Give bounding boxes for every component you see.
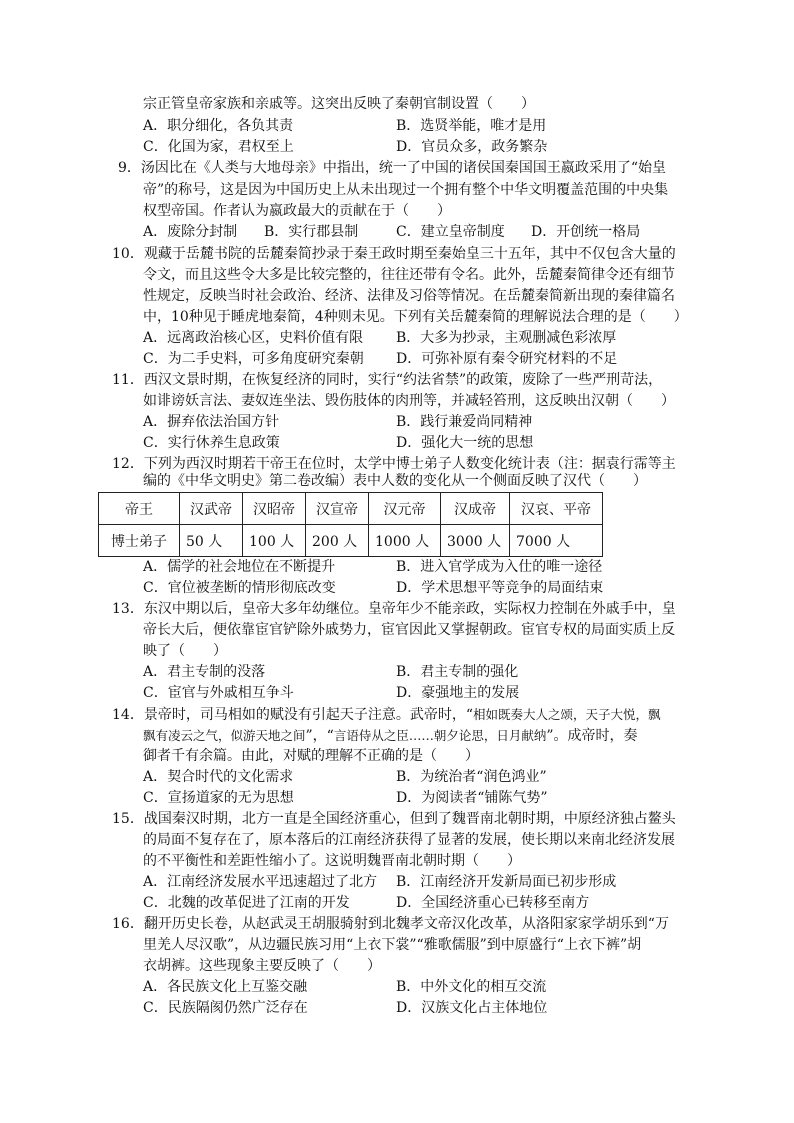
q14-text: ”。成帝时，奏 [546,728,638,744]
q10-option-b[interactable]: B．大多为抄录，主观删减色彩浓厚 [396,330,617,346]
q10-option-a[interactable]: A．远离政治核心区，史料价值有限 [143,330,364,346]
q8-option-c[interactable]: C．化国为家，君权至上 [143,139,294,155]
table-cell: 7000 人 [510,525,603,557]
q11-option-d[interactable]: D．强化大一统的思想 [396,435,534,451]
q15-stem-line: 的不平衡性和差距性缩小了。这说明魏晋南北朝时期（ ） [143,853,521,869]
q8-stem-line: 宗正管皇帝家族和亲戚等。这突出反映了秦朝官制设置（ ） [143,96,535,112]
q14-option-d[interactable]: D．为阅读者“铺陈气势” [396,790,548,806]
q15-option-c[interactable]: C．北魏的改革促进了江南的开发 [143,895,350,911]
q10-stem-line: 10．观藏于岳麓书院的岳麓秦简抄录于秦王政时期至秦始皇三十五年，其中不仅包含大量的 [112,246,676,262]
q14-option-a[interactable]: A．契合时代的文化需求 [143,769,294,785]
q11-option-c[interactable]: C．实行休养生息政策 [143,435,280,451]
table-row [99,525,603,557]
q14-stem-line: 御者千有余篇。由此，对赋的理解不正确的是（ ） [143,748,479,764]
q10-stem-line: 令文，而且这些令大多是比较完整的，往往还带有令名。此外，岳麓秦简律令还有细节 [143,267,675,283]
table-cell: 汉元帝 [369,493,441,525]
q14-quote: 言语侍从之臣……朝夕论思，日月献纳 [333,728,547,743]
q16-option-c[interactable]: C．民族隔阂仍然广泛存在 [143,1000,308,1016]
table-cell: 博士弟子 [99,525,180,557]
q10-stem-line: 性规定，反映当时社会政治、经济、法律及习俗等情况。在岳麓秦简新出现的秦律篇名 [143,288,675,304]
q10-option-c[interactable]: C．为二手史料，可多角度研究秦朝 [143,351,364,367]
q14-text: ”，“ [305,728,334,744]
q16-stem-line: 里羌人尽汉歌”，从边疆民族习用“上衣下裳”“雅歌儒服”到中原盛行“上衣下裤”胡 [143,937,642,953]
table-cell: 200 人 [306,525,369,557]
q14-stem-line [143,725,638,747]
q16-stem-line: 16．翻开历史长卷，从赵武灵王胡服骑射到北魏孝文帝汉化改革，从洛阳家家学胡乐到“万 [112,916,669,932]
q14-quote: 相如既奏大人之颂，天子大悦，飘 [472,707,661,722]
q11-stem-line: 11．西汉文景时期，在恢复经济的同时，实行“约法省禁”的政策，废除了一些严刑苛法， [112,372,663,388]
q13-stem-line: 映了（ ） [143,643,227,659]
q9-option-d[interactable]: D．开创统一格局 [531,224,641,240]
table-cell: 汉武帝 [180,493,243,525]
q14-option-b[interactable]: B．为统治者“润色鸿业” [396,769,547,785]
q13-stem-line: 13．东汉中期以后，皇帝大多年幼继位。皇帝年少不能亲政，实际权力控制在外戚手中，皇 [112,601,676,617]
q15-option-d[interactable]: D．全国经济重心已转移至南方 [396,895,590,911]
q10-stem-line: 中，10种见于睡虎地秦简，4种则未见。下列有关岳麓秦简的理解说法合理的是（ ） [143,309,688,325]
q9-option-b[interactable]: B．实行郡县制 [264,224,359,240]
q8-option-b[interactable]: B．选贤举能，唯才是用 [396,118,547,134]
table-cell: 1000 人 [369,525,441,557]
table-cell: 汉哀、平帝 [510,493,603,525]
q15-stem-line: 15．战国秦汉时期，北方一直是全国经济重心，但到了魏晋南北朝时期，中原经济独占鳌头 [112,811,676,827]
q16-option-a[interactable]: A．各民族文化上互鉴交融 [143,979,308,995]
q13-option-a[interactable]: A．君主专制的没落 [143,664,266,680]
q16-option-d[interactable]: D．汉族文化占主体地位 [396,1000,548,1016]
q12-option-a[interactable]: A．儒学的社会地位在不断提升 [143,559,336,575]
table-cell: 帝王 [99,493,180,525]
q15-stem-line: 的局面不复存在了，原本落后的江南经济获得了显著的发展，使长期以来南北经济发展 [143,832,675,848]
q13-option-c[interactable]: C．宦官与外戚相互争斗 [143,685,294,701]
q15-option-a[interactable]: A．江南经济发展水平迅速超过了北方 [143,874,378,890]
q11-option-b[interactable]: B．践行兼爱尚同精神 [396,414,533,430]
table-cell: 汉成帝 [441,493,510,525]
q16-stem-line: 衣胡裤。这些现象主要反映了（ ） [143,958,381,974]
q9-option-c[interactable]: C．建立皇帝制度 [396,224,505,240]
q9-option-a[interactable]: A．废除分封制 [143,224,238,240]
stats-table [98,492,603,557]
q15-option-b[interactable]: B．江南经济开发新局面已初步形成 [396,874,617,890]
table-cell: 汉昭帝 [243,493,306,525]
q12-option-d[interactable]: D．学术思想平等竞争的局面结束 [396,580,604,596]
q13-option-b[interactable]: B．君主专制的强化 [396,664,519,680]
q13-stem-line: 帝长大后，便依靠宦官铲除外戚势力，宦官因此又掌握朝政。宦官专权的局面实质上反 [143,622,675,638]
table-cell: 汉宣帝 [306,493,369,525]
table-cell: 3000 人 [441,525,510,557]
q9-stem-line: 帝”的称号，这是因为中国历史上从未出现过一个拥有整个中华文明覆盖范围的中央集 [143,182,669,198]
q14-quote: 飘有凌云之气，似游天地之间 [143,728,306,743]
q12-stem-line: 12．下列为西汉时期若干帝王在位时，太学中博士弟子人数变化统计表（注：据袁行霈等主 [112,456,676,472]
q8-option-d[interactable]: D．官员众多，政务繁杂 [396,139,548,155]
q16-option-b[interactable]: B．中外文化的相互交流 [396,979,547,995]
q10-option-d[interactable]: D．可弥补原有秦令研究材料的不足 [396,351,618,367]
q14-option-c[interactable]: C．宣扬道家的无为思想 [143,790,294,806]
q9-stem-line: 9．汤因比在《人类与大地母亲》中指出，统一了中国的诸侯国秦国国王嬴政采用了“始皇 [118,160,667,176]
table-header-row [99,493,603,525]
q13-option-d[interactable]: D．豪强地主的发展 [396,685,520,701]
q11-stem-line: 如诽谤妖言法、妻奴连坐法、毁伤肢体的肉刑等，并减轻笞刑，这反映出汉朝（ ） [143,393,675,409]
table-cell: 50 人 [180,525,243,557]
q8-option-a[interactable]: A．职分细化，各负其责 [143,118,294,134]
table-cell: 100 人 [243,525,306,557]
q12-option-b[interactable]: B．进入官学成为入仕的唯一途径 [396,559,603,575]
q12-stem-line: 编的《中华文明史》第二卷改编）表中人数的变化从一个侧面反映了汉代（ ） [143,473,647,489]
q12-option-c[interactable]: C．官位被垄断的情形彻底改变 [143,580,336,596]
q14-stem-line [112,704,661,726]
q14-text: 14．景帝时，司马相如的赋没有引起天子注意。武帝时，“ [112,707,473,723]
q9-stem-line: 权型帝国。作者认为嬴政最大的贡献在于（ ） [143,203,451,219]
q11-option-a[interactable]: A．摒弃依法治国方针 [143,414,280,430]
